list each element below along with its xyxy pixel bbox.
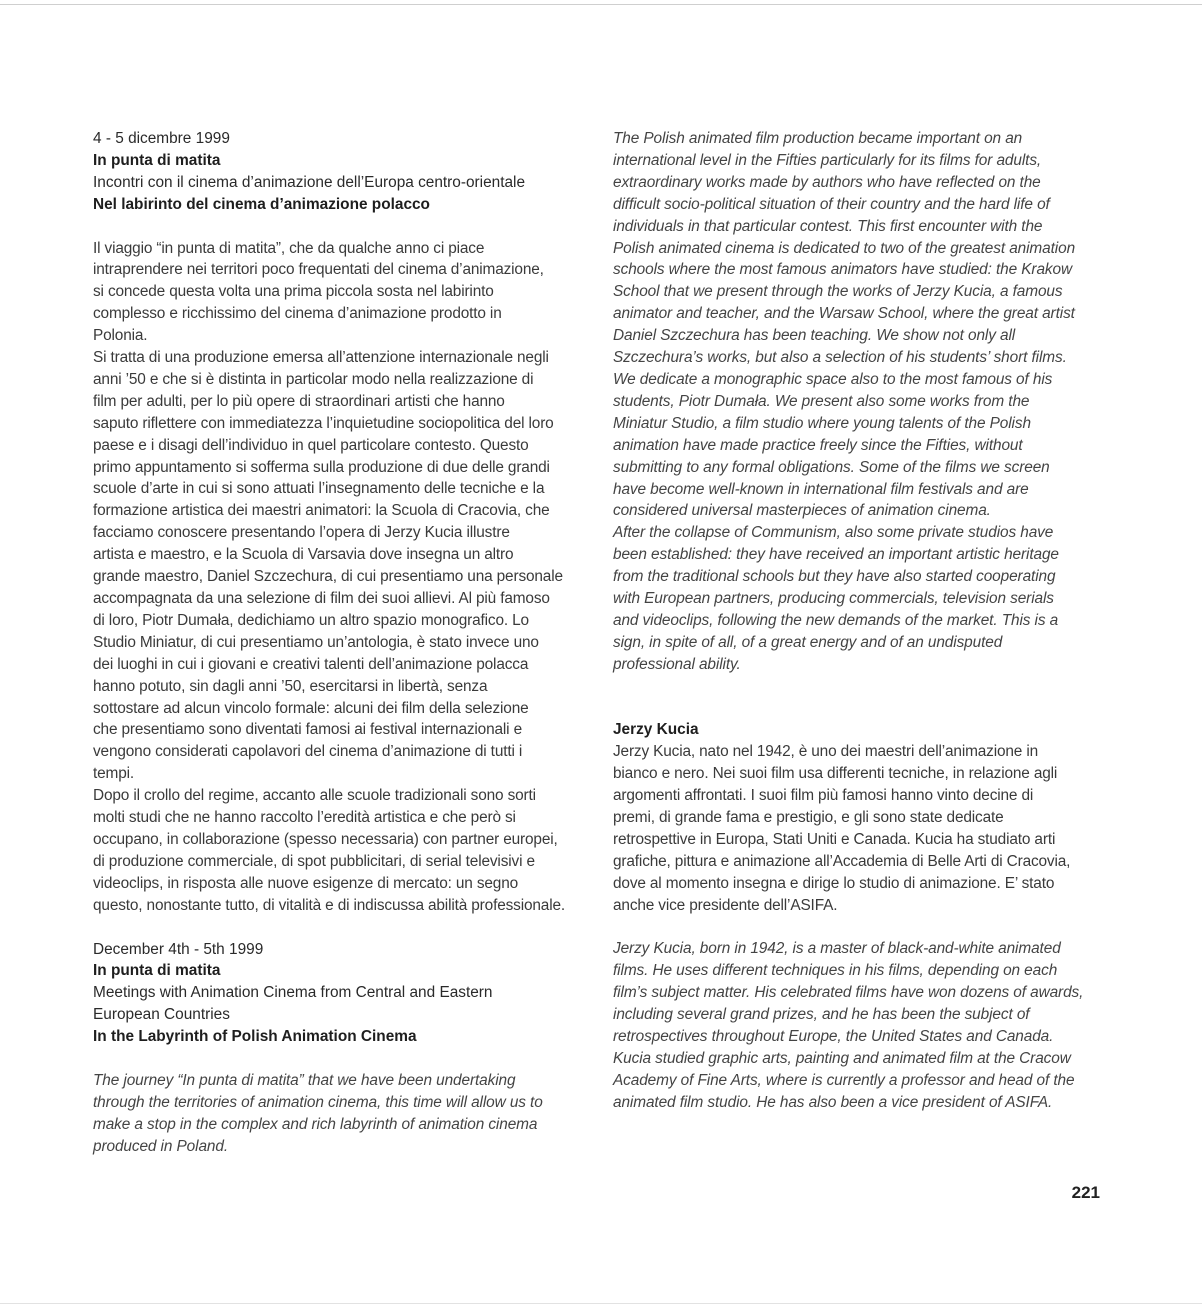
body-line: considered universal masterpieces of animation cinema. [613, 502, 991, 520]
body-line: schools where the most famous animators have studied: the Krakow [613, 261, 1072, 279]
bio-line: retrospettive in Europa, Stati Uniti e Canada. Kucia ha studiato arti [613, 830, 1056, 848]
body-line: have become well-known in international film festivals and are [613, 480, 1029, 498]
body-line: Polish animated cinema is dedicated to two of the greatest animation [613, 239, 1076, 257]
body-line: formazione artistica dei maestri animatori: la Scuola di Cracovia, che [93, 502, 550, 520]
body-line: saputo riflettere con immediatezza l’inquietudine sociopolitica del loro [93, 414, 554, 432]
body-line: che presentiamo sono diventati famosi ai festival internazionali e [93, 721, 522, 739]
english-date: December 4th - 5th 1999 [93, 940, 264, 958]
body-line: occupano, in collaborazione (spesso necessaria) con partner europei, [93, 830, 558, 848]
page-number: 221 [1071, 1183, 1100, 1202]
body-line: School that we present through the works of Jerzy Kucia, a famous [613, 283, 1063, 301]
body-line: film per adulti, per lo più opere di straordinari artisti che hanno [93, 392, 505, 410]
bio-line: argomenti affrontati. I suoi film più famosi hanno vinto decine di [613, 787, 1034, 805]
body-line: difficult socio-political situation of their country and the hard life of [613, 195, 1050, 213]
body-line: intraprendere nei territori poco frequentati del cinema d’animazione, [93, 261, 544, 279]
body-line: molti studi che ne hanno raccolto l’eredità artistica e che però si [93, 809, 516, 827]
body-line: Studio Miniatur, di cui presentiamo un’antologia, è stato invece uno [93, 633, 539, 651]
top-rule [0, 4, 1202, 5]
body-line: vengono considerati capolavori del cinema d’animazione di tutti i [93, 743, 523, 761]
intro-line: produced in Poland. [93, 1137, 229, 1155]
italian-body [93, 238, 583, 917]
body-line: Si tratta di una produzione emersa all’attenzione internazionale negli [93, 349, 549, 367]
body-line: anni ’50 e che si è distinta in particolar modo nella realizzazione di [93, 370, 534, 388]
body-line: di produzione commerciale, di spot pubblicitari, di serial televisivi e [93, 852, 535, 870]
body-line: grande maestro, Daniel Szczechura, di cui presentiamo una personale [93, 568, 563, 586]
bio-line: including several grand prizes, and he has been the subject of [613, 1006, 1030, 1024]
intro-line: through the territories of animation cinema, this time will allow us to [93, 1093, 543, 1111]
body-line: animation have made practice freely since the Fifties, without [613, 436, 1023, 454]
body-line: di loro, Piotr Dumała, dedichiamo un altro spazio monografico. Lo [93, 611, 529, 629]
kucia-heading: Jerzy Kucia [613, 721, 699, 739]
body-line: primo appuntamento si sofferma sulla produzione di due delle grandi [93, 458, 550, 476]
bio-line: Jerzy Kucia, born in 1942, is a master of black-and-white animated [613, 940, 1061, 958]
bio-line: grafiche, pittura e animazione all’Accademia di Belle Arti di Cracovia, [613, 852, 1071, 870]
kucia-italian-bio [613, 741, 1103, 916]
body-line: scuole d’arte in cui si sono attuati l’insegnamento delle tecniche e la [93, 480, 545, 498]
bio-line: premi, di grande fama e prestigio, e gli sono state dedicate [613, 809, 1004, 827]
body-line: submitting to any formal obligations. Some of the films we screen [613, 458, 1050, 476]
body-line: from the traditional schools but they have also started cooperating [613, 568, 1056, 586]
body-line: professional ability. [613, 655, 741, 673]
bio-line: Kucia studied graphic arts, painting and animated film at the Cracow [613, 1050, 1071, 1068]
intro-line: make a stop in the complex and rich labyrinth of animation cinema [93, 1115, 538, 1133]
body-line: Dopo il crollo del regime, accanto alle scuole tradizionali sono sorti [93, 787, 536, 805]
bio-line: film’s subject matter. His celebrated films have won dozens of awards, [613, 984, 1084, 1002]
bio-line: Academy of Fine Arts, where is currently a professor and head of the [613, 1071, 1075, 1089]
body-line: extraordinary works made by authors who have reflected on the [613, 173, 1041, 191]
body-line: complesso e ricchissimo del cinema d’animazione prodotto in [93, 305, 502, 323]
body-line: si concede questa volta una prima piccola sosta nel labirinto [93, 283, 494, 301]
bio-line: dove al momento insegna e dirige lo studio di animazione. E’ stato [613, 874, 1055, 892]
bio-line: animated film studio. He has also been a vice president of ASIFA. [613, 1093, 1053, 1111]
bio-line: retrospectives throughout Europe, the United States and Canada. [613, 1028, 1054, 1046]
intro-line: The journey “In punta di matita” that we have been undertaking [93, 1071, 516, 1089]
right-column [613, 128, 1103, 1114]
body-line: Daniel Szczechura has been teaching. We show not only all [613, 327, 1016, 345]
body-line: been established: they have received an important artistic heritage [613, 546, 1059, 564]
left-column [93, 128, 583, 1158]
body-line: We dedicate a monographic space also to the most famous of his [613, 370, 1053, 388]
bio-line: bianco e nero. Nei suoi film usa differenti tecniche, in relazione agli [613, 765, 1058, 783]
kucia-english-bio [613, 938, 1103, 1113]
english-section-title: In the Labyrinth of Polish Animation Cinema [93, 1028, 417, 1046]
body-line: and videoclips, following the new demands of the market. This is a [613, 611, 1059, 629]
body-line: Polonia. [93, 327, 148, 345]
body-line: videoclips, in risposta alle nuove esigenze di mercato: un segno [93, 874, 519, 892]
body-line: dei luoghi in cui i giovani e creativi talenti dell’animazione polacca [93, 655, 529, 673]
bio-line: films. He uses different techniques in his films, depending on each [613, 962, 1058, 980]
body-line: Szczechura’s works, but also a selection of his students’ short films. [613, 349, 1067, 367]
body-line: facciamo conoscere presentando l’opera di Jerzy Kucia illustre [93, 524, 510, 542]
italian-series-title: In punta di matita [93, 151, 221, 169]
english-series-title: In punta di matita [93, 962, 221, 980]
body-line: international level in the Fifties particularly for its films for adults, [613, 151, 1042, 169]
italian-section-title: Nel labirinto del cinema d’animazione polacco [93, 195, 430, 213]
body-line: Il viaggio “in punta di matita”, che da qualche anno ci piace [93, 239, 485, 257]
body-line: individuals in that particular contest. This first encounter with the [613, 217, 1043, 235]
bio-line: Jerzy Kucia, nato nel 1942, è uno dei maestri dell’animazione in [613, 743, 1039, 761]
body-line: accompagnata da una selezione di film dei suoi allievi. Al più famoso [93, 590, 550, 608]
body-line: sottostare ad alcun vincolo formale: alcuni dei film della selezione [93, 699, 529, 717]
body-line: Miniatur Studio, a film studio where young talents of the Polish [613, 414, 1031, 432]
bottom-rule [0, 1303, 1202, 1304]
body-line: hanno potuto, sin dagli anni ’50, esercitarsi in libertà, senza [93, 677, 488, 695]
body-line: students, Piotr Dumała. We present also some works from the [613, 392, 1030, 410]
english-body [613, 128, 1103, 676]
body-line: sign, in spite of all, of a great energy and of an undisputed [613, 633, 1003, 651]
body-line: animator and teacher, and the Warsaw School, where the great artist [613, 305, 1075, 323]
body-line: with European partners, producing commercials, television serials [613, 590, 1054, 608]
bio-line: anche vice presidente dell’ASIFA. [613, 896, 838, 914]
body-line: paese e i disagi dell’individuo in quel particolare contesto. Questo [93, 436, 529, 454]
italian-subtitle: Incontri con il cinema d’animazione dell’Europa centro-orientale [93, 173, 526, 191]
body-line: tempi. [93, 765, 135, 783]
body-line: The Polish animated film production became important on an [613, 130, 1023, 147]
body-line: questo, nonostante tutto, di vitalità e di indiscussa abilità professionale. [93, 896, 565, 914]
english-subtitle-line: Meetings with Animation Cinema from Central and Eastern [93, 984, 493, 1002]
italian-date: 4 - 5 dicembre 1999 [93, 130, 230, 147]
body-line: artista e maestro, e la Scuola di Varsavia dove insegna un altro [93, 546, 514, 564]
english-subtitle-line: European Countries [93, 1006, 230, 1024]
body-line: After the collapse of Communism, also some private studios have [613, 524, 1054, 542]
english-intro [93, 1070, 583, 1158]
